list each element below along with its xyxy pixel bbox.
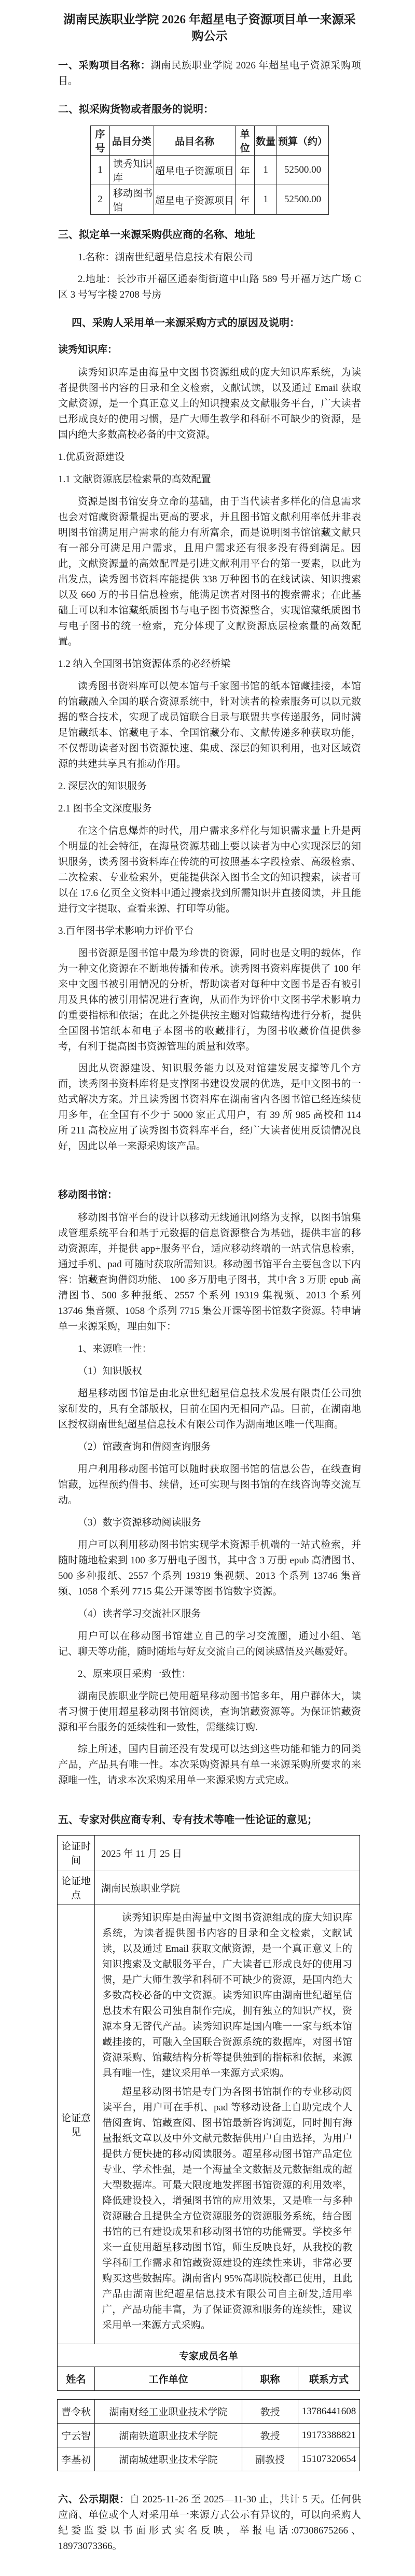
paragraph: 湖南民族职业学院已使用超星移动图书馆多年，用户群体大，读者习惯于使用超星移动图书馆阅读，查询馆藏资源等。为保证馆藏资源和平台服务的延续性和一致性，需继续订购.	[58, 1691, 361, 1733]
cell-category: 移动图书馆	[109, 185, 154, 215]
table-header-row	[91, 126, 329, 156]
section-2-heading: 二、拟采购货物或者服务的说明：	[58, 104, 214, 115]
cell-item-name: 超星电子资源项目	[154, 156, 235, 185]
cell-budget: 52500.00	[277, 185, 329, 215]
expert-organization: 湖南城建职业技术学院	[95, 2447, 242, 2471]
column-header: 职称	[242, 2367, 298, 2391]
subheading: （3）数字资源移动阅读服务	[78, 1517, 201, 1528]
table-row	[91, 185, 329, 215]
paragraph: 用户可以在移动图书馆建立自己的学习交流圈，通过小组、笔记、聊天等功能，随时随地与好友交流自己的阅读感悟及兴趣爱好。	[58, 1631, 361, 1657]
mobile-library-lead-label: 移动图书馆：	[58, 1189, 118, 1200]
review-place-value: 湖南民族职业学院	[95, 1870, 360, 1905]
column-header: 联系方式	[298, 2367, 360, 2391]
section-5-heading: 五、专家对供应商专利、专有技术等唯一性论证的意见；	[58, 1814, 317, 1826]
column-header: 数量	[255, 126, 277, 156]
supplier-name-line: 1.名称：湖南世纪超星信息技术有限公司	[78, 252, 253, 263]
paragraph: 读秀知识库是由海量中文图书资源组成的庞大知识库系统，为读者提供图书内容的目录和全文检索，文献试读，以及通过 Email 获取文献资源，是一个真正意义上的知识搜索及文献服务平台，广大读者已形成良好的使用习惯，是广大师生教学和科研不可缺少的资源，是国内绝大多数高校必备的中文资源。	[58, 367, 361, 440]
expert-row	[58, 2400, 360, 2424]
review-opinion-value	[95, 1905, 360, 2344]
column-header: 工作单位	[95, 2367, 242, 2391]
panel-title: 专家成员名单	[58, 2344, 360, 2367]
paragraph: 因此从资源建设、知识服务能力以及对馆建发展支撑等几个方面，读秀图书资料库将是支撑图书建设发展的优选，是中文图书的一站式解决方案。并且读秀图书资料库在湖南省内各图书馆已经连续使用多年，在全国有不少于 5000 家正式用户，有 39 所 985 高校和 114 所 211 高校应用了读秀图书资料库平台，经广大读者使用反馈情况良好，因此以单一来源采购该产品。	[58, 1063, 361, 1152]
subheading: 2、原来项目采购一致性：	[78, 1669, 191, 1679]
expert-row	[58, 2447, 360, 2471]
column-header: 单位	[236, 126, 255, 156]
expert-name: 曹令秋	[58, 2400, 95, 2424]
paragraph: 在这个信息爆炸的时代，用户需求多样化与知识需求量上升是两个明显的社会特征，在海量资源基础上要以读者为中心实现深层的知识服务，读秀图书资料库在传统的可按照基本字段检索、高级检索、二次检索、专业检索外，更能提供深入图书全文的知识搜索，读者可以在 17.6 亿页全文资料中通过搜索找到所需知识并直接阅读，并且能进行文字提取、查看来源、打印等功能。	[58, 825, 361, 914]
expert-phone: 19173388821	[298, 2424, 360, 2447]
cell-category: 读秀知识库	[109, 156, 154, 185]
section-1	[58, 58, 361, 89]
cell-unit: 年	[236, 156, 255, 185]
expert-title: 教授	[242, 2424, 298, 2447]
expert-review-table	[57, 1835, 360, 2391]
review-place-row	[58, 1870, 360, 1905]
section-1-body: 湖南民族职业学院 2026 年超星电子资源采购项目。	[58, 60, 361, 87]
cell-budget: 52500.00	[277, 156, 329, 185]
subheading: （4）读者学习交流社区服务	[78, 1608, 201, 1619]
section-6-heading: 六、公示期限：	[58, 2494, 130, 2505]
experts-header-row	[58, 2367, 360, 2391]
subheading: 1、来源唯一性：	[78, 1343, 152, 1354]
paragraph: 资源是图书馆安身立命的基础，由于当代读者多样化的信息需求也会对馆藏资源量提出更高的要求，并且图书馆文献利用率低并非表明图书馆满足用户需求的能力有所富余，而是说明图书馆馆藏文献只有一部分可满足用户需求，且用户需求还有很多没有得到满足。因此，文献资源量的高效配置是引进文献利用平台的第一要素，以此为出发点，读秀图书资料库能提供 338 万种图书的在线试读、知识搜索以及 660 万的书目信息检索，能满足读者对图书的搜索需求；在此基础上可以和本馆藏纸质图书与电子图书资源整合，实现馆藏纸质图书与电子图书的统一检索，充分体现了文献资源底层检索量的高效配置。	[58, 496, 361, 647]
review-time-row	[58, 1836, 360, 1870]
expert-row	[58, 2424, 360, 2447]
procurement-items-table	[90, 125, 329, 215]
subheading: 1.2 纳入全国图书馆资源体系的必经桥梁	[58, 659, 231, 669]
subheading: 1.1 文献资源底层检索量的高效配置	[58, 474, 211, 485]
column-header: 品目分类	[109, 126, 154, 156]
paragraph: 超星移动图书馆是由北京世纪超星信息技术发展有限责任公司独家研发的，具有全部版权，目前在国内无相同产品。目前，在湖南地区授权湖南世纪超星信息技术有限公司作为湖南地区唯一代理商。	[58, 1388, 361, 1430]
paragraph: 图书资源是图书馆中最为珍贵的资源，同时也是文明的载体，作为一种文化资源在不断地传播和传承。读秀图书资料库提供了 100 年来中文图书被引用情况的分析，帮助读者对每种中文图书是否有被引用及具体的被引用情况进行查询，从而作为评价中文图书学术影响力的重要指标和依据；在此之外提供按主题对馆藏结构进行分析，提供全国图书馆纸本和电子本图书的收藏排行，为图书收藏价值提供参考，有利于提高图书资源管理的质量和效率。	[58, 948, 361, 1052]
section-1-heading: 一、采购项目名称：	[58, 60, 151, 71]
expert-organization: 湖南铁道职业技术学院	[95, 2424, 242, 2447]
expert-title: 教授	[242, 2400, 298, 2424]
review-opinion-label: 论证意见	[58, 1905, 95, 2344]
subheading: （2）馆藏查询和借阅查询服务	[78, 1441, 211, 1452]
expert-phone: 15107320654	[298, 2447, 360, 2471]
expert-name: 李基初	[58, 2447, 95, 2471]
subheading: 3.百年图书学术影响力评价平台	[58, 926, 194, 936]
section-4-heading: 四、采购人采用单一来源采购方式的原因及说明：	[72, 317, 300, 329]
expert-phone: 13786441608	[298, 2400, 360, 2424]
table-row	[91, 156, 329, 185]
section-3-heading: 三、拟定单一来源采购供应商的名称、地址	[58, 229, 255, 241]
section-6	[58, 2492, 361, 2554]
paragraph: 读秀图书资料库可以使本馆与千家图书馆的纸本馆藏挂接，本馆的馆藏融入全国的联合资源系统中，针对读者的检索服务可以以元数据的整合技术，实现了成员馆联合目录与联盟共享传递服务，同时满足馆藏纸本、馆藏电子本、全国馆藏分布、文献传递多种获取功能，不仅帮助读者对图书资源快速、集成、深层的知识利用，也对区域资源的共建共享具有推动作用。	[58, 681, 361, 769]
duxiu-lead-label: 读秀知识库：	[58, 344, 118, 355]
cell-seq: 1	[91, 156, 110, 185]
page-title: 湖南民族职业学院 2026 年超星电子资源项目单一来源采购公示	[63, 13, 356, 43]
paragraph: 用户利用移动图书馆可以随时获取图书馆的信息公告，在线查询馆藏，远程预约借书、续借，还可实现与图书馆的在线咨询等交流互动。	[58, 1464, 361, 1506]
expert-name: 宁云智	[58, 2424, 95, 2447]
paragraph: 综上所述，国内目前还没有发现可以达到这些功能和能力的同类产品，产品具有唯一性。本次采购资源具有单一来源采购所要求的来源唯一性，请求本次采购采用单一来源采购方式完成。	[58, 1744, 361, 1786]
cell-item-name: 超星电子资源项目	[154, 185, 235, 215]
section-6-body: 自 2025-11-26 至 2025—11-30 止，共计 5 天。任何供应商、单位或个人对采用单一来源方式公示有异议的，可以向采购人纪委监委以书面形式实名反映，举报电话:07308675266、18973073366。	[58, 2494, 361, 2552]
expert-title: 副教授	[242, 2447, 298, 2471]
review-place-label: 论证地点	[58, 1870, 95, 1905]
column-header: 品目名称	[154, 126, 235, 156]
opinion-paragraph: 超星移动图书馆是专门为各图书馆制作的专业移动阅读平台，用户可在手机、pad 等移动设备上自助完成个人借阅查询、馆藏查阅、图书馆最新咨询浏览，同时拥有海量报纸文章以及中外文献元数据供用户自由选择，为用户提供方便快捷的移动阅读服务。超星移动图书馆产品定位专业、学术性强，是一个海量全文数据及元数据组成的超大型数据库。可最大限度地发挥图书馆资源的利用效率，降低建设投入，增强图书馆的应用效果，又是唯一与多种资源融合且提供全方位资源服务的资源服务系统，结合图书馆的已有建设成果和移动图书馆的功能需要。学校多年来一直使用超星移动图书馆，师生反映良好，从我校的教学科研工作需求和馆藏资源建设的连续性来讲，非常必要购买这些数据库。湖南省内 95%高职院校都已使用，且此产品由湖南世纪超星信息技术有限公司自主研发,适用率广，产品功能丰富，为了保证资源和服务的连续性，建议采用单一来源方式采购。	[102, 2087, 352, 2331]
column-header: 姓名	[58, 2367, 95, 2391]
panel-title-row	[58, 2344, 360, 2367]
cell-unit: 年	[236, 185, 255, 215]
subheading: 1.优质资源建设	[58, 452, 125, 463]
opinion-paragraph: 读秀知识库是由海量中文图书资源组成的庞大知识库系统，为读者提供图书内容的目录和全文检索，文献试读，以及通过 Email 获取文献资源，是一个真正意义上的知识搜索及文献服务平台，广大读者已形成良好的使用习惯，是广大师生教学和科研不可缺少的资源，是国内绝大多数高校必备的中文资源。读秀知识库由湖南世纪超星信息技术有限公司独自制作完成，拥有独立的知识产权，资源本身无替代产品。读秀知识库是国内唯一一家与纸本馆藏挂接的，可融入全国联合资源系统的数据库，对图书馆资源采购、馆藏结构分析等提供独到的指标和依据，来源具有唯一性，建议采用单一来源方式采购。	[102, 1912, 352, 2079]
column-header: 预算（约）	[277, 126, 329, 156]
subheading: （1）知识版权	[78, 1366, 142, 1377]
cell-qty: 1	[255, 156, 277, 185]
paragraph: 移动图书馆平台的设计以移动无线通讯网络为支撑，以图书馆集成管理系统平台和基于元数据的信息资源整合为基础，提供丰富的移动资源库，并提供 app+服务平台，适应移动终端的一站式信息检索，通过手机、pad 可随时获取所需知识。移动图书馆平台主要包含以下内容：馆藏查询借阅功能、 100 多万册电子图书，其中含 3 万册 epub 高清图书、500 多种报纸、2557 个系列 19319 集视频、2013 个系列 13746 集音频、1058 个系列 7715 集公开课等图书馆数字资源。特申请单一来源采购，理由如下：	[58, 1212, 361, 1332]
expert-organization: 湖南财经工业职业技术学院	[95, 2400, 242, 2424]
review-time-value: 2025 年 11 月 25 日	[95, 1836, 360, 1870]
supplier-address-line: 2.地址：长沙市开福区通泰街街道中山路 589 号开福万达广场 C 区 3 号写字楼 2708 号房	[58, 274, 361, 300]
column-header: 序号	[91, 126, 110, 156]
cell-seq: 2	[91, 185, 110, 215]
expert-members-table	[57, 2399, 360, 2471]
cell-qty: 1	[255, 185, 277, 215]
subheading: 2.1 图书全文深度服务	[58, 803, 152, 814]
paragraph: 用户可以利用移动图书馆实现学术资源手机端的一站式检索，并随时随地检索到 100 多万册电子图书，其中含 3 万册 epub 高清图书、500 多种报纸、2557 个系列 19319 集视频、2013 个系列 13746 集音频、1058 个系列 7715 集公开课等图书馆数字资源。	[58, 1539, 361, 1597]
review-opinion-row	[58, 1905, 360, 2344]
subheading: 2. 深层次的知识服务	[58, 781, 147, 792]
review-time-label: 论证时间	[58, 1836, 95, 1870]
